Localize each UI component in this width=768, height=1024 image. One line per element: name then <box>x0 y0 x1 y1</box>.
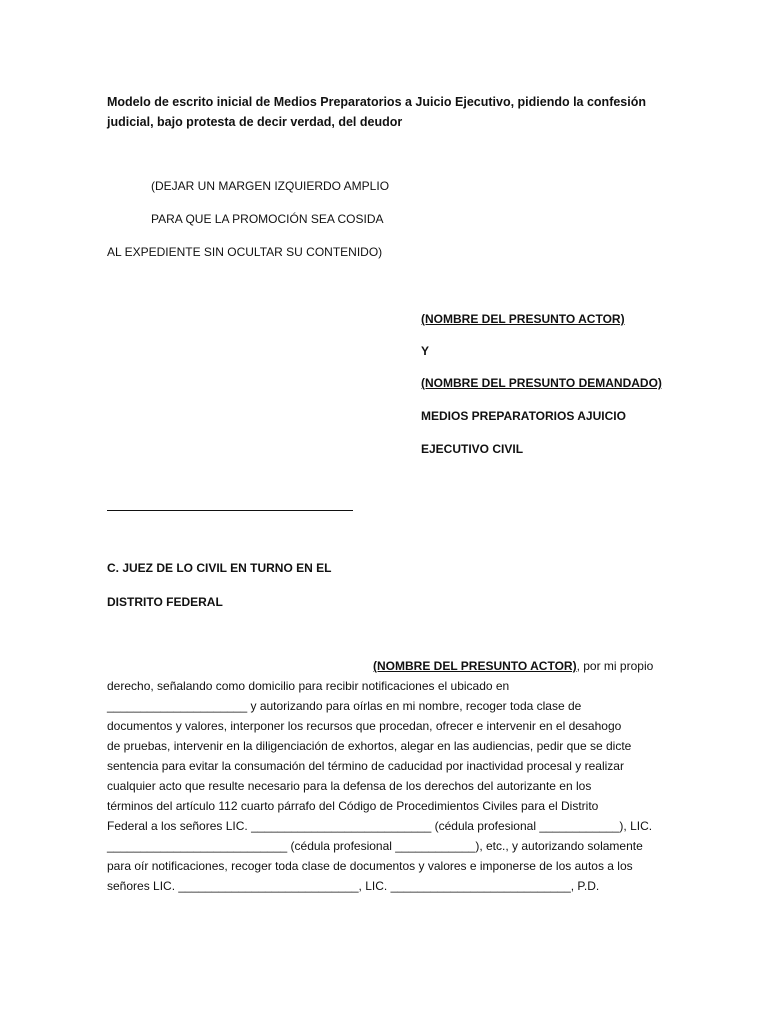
margin-note-line: (DEJAR UN MARGEN IZQUIERDO AMPLIO <box>151 179 390 193</box>
body-line: _____________________ y autorizando para oírlas en mi nombre, recoger toda clase de <box>107 699 582 713</box>
case-defendant: (NOMBRE DEL PRESUNTO DEMANDADO) <box>421 376 662 390</box>
body-line: derecho, señalando como domicilio para recibir notificaciones el ubicado en <box>107 679 510 693</box>
body-line: para oír notificaciones, recoger toda clase de documentos y valores e imponerse de los autos a los <box>107 859 633 873</box>
case-proceeding-line: EJECUTIVO CIVIL <box>421 442 524 456</box>
body-line: cualquier acto que resulte necesario para la defensa de los derechos del autorizante en los <box>107 779 592 793</box>
margin-note-line: AL EXPEDIENTE SIN OCULTAR SU CONTENIDO) <box>107 245 383 259</box>
body-line: sentencia para evitar la consumación del término de caducidad por inactividad procesal y realizar <box>107 759 624 773</box>
margin-note-line: PARA QUE LA PROMOCIÓN SEA COSIDA <box>151 212 384 226</box>
case-conjunction: Y <box>421 344 430 358</box>
body-line: ___________________________ (cédula profesional ____________), etc., y autorizando solamente <box>107 839 643 853</box>
body-line: Federal a los señores LIC. ___________________________ (cédula profesional ____________), LIC. <box>107 819 653 833</box>
case-actor: (NOMBRE DEL PRESUNTO ACTOR) <box>421 312 625 326</box>
addressee-line: DISTRITO FEDERAL <box>107 595 223 609</box>
body-line: de pruebas, intervenir en la diligenciación de exhortos, alegar en las audiencias, pedir que se dicte <box>107 739 632 753</box>
body-line: términos del artículo 112 cuarto párrafo del Código de Procedimientos Civiles para el Distrito <box>107 799 599 813</box>
body-line: señores LIC. ___________________________, LIC. ___________________________, P.D. <box>107 879 600 893</box>
body-paragraph <box>107 676 667 896</box>
heading-line: Modelo de escrito inicial de Medios Preparatorios a Juicio Ejecutivo, pidiendo la confesión <box>107 95 647 109</box>
document-heading <box>107 92 667 132</box>
addressee-line: C. JUEZ DE LO CIVIL EN TURNO EN EL <box>107 561 332 575</box>
case-proceeding-line: MEDIOS PREPARATORIOS AJUICIO <box>421 409 626 423</box>
separator-rule <box>107 510 353 511</box>
body-actor-name: (NOMBRE DEL PRESUNTO ACTOR) <box>373 659 577 673</box>
body-line: documentos y valores, interponer los recursos que procedan, ofrecer e intervenir en el desahogo <box>107 719 622 733</box>
body-first-line <box>373 656 653 676</box>
body-first-line-rest: , por mi propio <box>576 659 654 673</box>
heading-line: judicial, bajo protesta de decir verdad, del deudor <box>107 115 403 129</box>
